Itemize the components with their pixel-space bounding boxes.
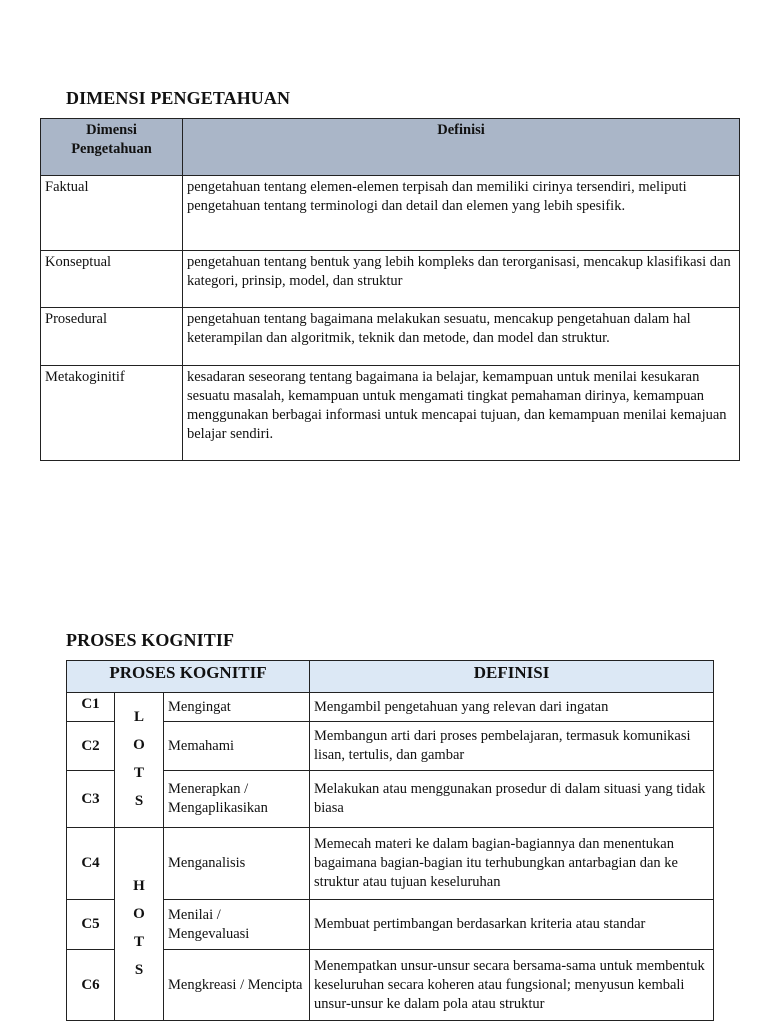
table-row [41,251,740,308]
table-row [67,722,714,771]
table-header-row [41,119,740,176]
dimension-definition: pengetahuan tentang bentuk yang lebih kompleks dan terorganisasi, mencakup klasifikasi dan kategori, prinsip, model, dan struktur [183,251,740,308]
level-code: C3 [67,771,115,828]
level-code: C2 [67,722,115,771]
level-code: C1 [67,693,115,722]
section-title-dimensi: DIMENSI PENGETAHUAN [66,88,291,108]
header-definisi: Definisi [183,119,740,176]
dimensi-pengetahuan-table [40,118,740,461]
section-title-proses: PROSES KOGNITIF [66,630,235,650]
table-header-row [67,661,714,693]
dimension-definition: pengetahuan tentang elemen-elemen terpisah dan memiliki cirinya tersendiri, meliputi pengetahuan tentang terminologi dan detail dan elemen yang lebih spesifik. [183,176,740,251]
dimension-name: Konseptual [41,251,183,308]
dimension-definition: kesadaran seseorang tentang bagaimana ia belajar, kemampuan untuk menilai kesukaran sesuatu masalah, kemampuan untuk mengamati tingkat pemahaman dirinya, kemampuan menggunakan berbagai informasi untuk mencapai tujuan, dan kemampuan menilai kemajuan belajar sendiri. [183,366,740,461]
dimension-name: Faktual [41,176,183,251]
level-verb: Menganalisis [164,828,310,900]
level-verb: Menilai / Mengevaluasi [164,900,310,950]
level-code: C5 [67,900,115,950]
level-definition: Melakukan atau menggunakan prosedur di dalam situasi yang tidak biasa [310,771,714,828]
table-row [41,366,740,461]
header-definisi: DEFINISI [310,661,714,693]
level-verb: Mengingat [164,693,310,722]
level-definition: Menempatkan unsur-unsur secara bersama-sama untuk membentuk keseluruhan secara koheren atau fungsional; menyusun kembali unsur-unsur ke dalam pola atau struktur [310,950,714,1021]
table-row [41,308,740,366]
dimension-name: Metakoginitif [41,366,183,461]
header-proses-kognitif: PROSES KOGNITIF [67,661,310,693]
level-definition: Membangun arti dari proses pembelajaran, termasuk komunikasi lisan, tertulis, dan gambar [310,722,714,771]
level-verb: Memahami [164,722,310,771]
table-row [67,693,714,722]
hots-label: H O T S [115,828,164,1021]
lots-label: L O T S [115,693,164,828]
dimension-definition: pengetahuan tentang bagaimana melakukan sesuatu, mencakup pengetahuan dalam hal keterampilan dan algoritmik, teknik dan metode, dan model dan struktur. [183,308,740,366]
table-row [67,900,714,950]
level-verb: Mengkreasi / Mencipta [164,950,310,1021]
level-definition: Mengambil pengetahuan yang relevan dari ingatan [310,693,714,722]
level-verb: Menerapkan / Mengaplikasikan [164,771,310,828]
proses-kognitif-table [66,660,714,1021]
level-code: C6 [67,950,115,1021]
table-row [41,176,740,251]
table-row [67,828,714,900]
level-definition: Memecah materi ke dalam bagian-bagiannya dan menentukan bagaimana bagian-bagian itu terhubungkan antarbagian dan ke struktur atau tujuan keseluruhan [310,828,714,900]
level-code: C4 [67,828,115,900]
level-definition: Membuat pertimbangan berdasarkan kriteria atau standar [310,900,714,950]
table-row [67,950,714,1021]
dimension-name: Prosedural [41,308,183,366]
header-dimensi: Dimensi Pengetahuan [41,119,183,176]
table-row [67,771,714,828]
